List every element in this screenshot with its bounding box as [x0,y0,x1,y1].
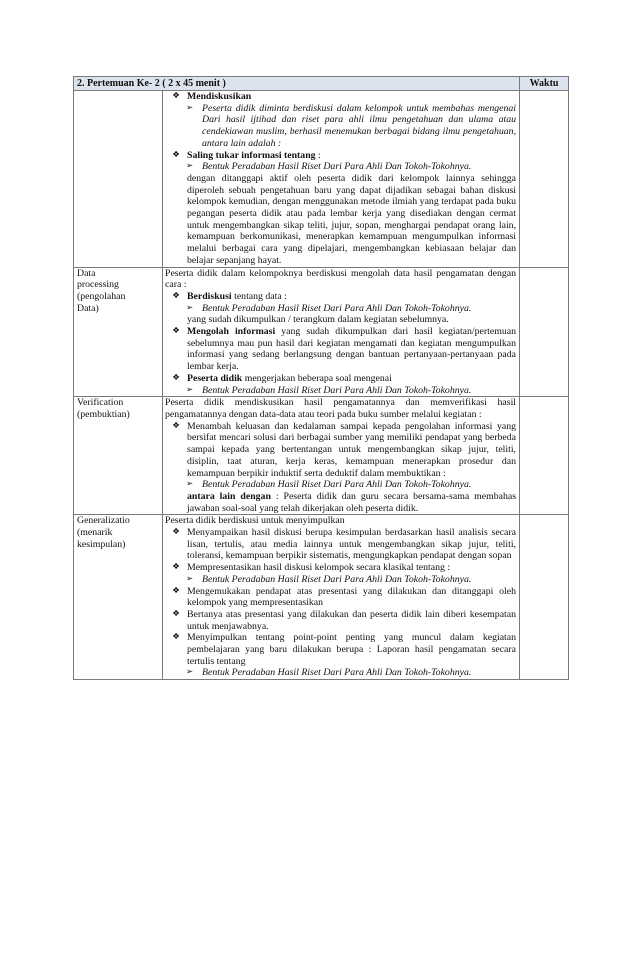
arrow-bullet-icon: ➢ [185,302,194,313]
time-cell [520,91,569,268]
sub-bullet-text: Bentuk Peradaban Hasil Riset Dari Para Ahli Dan Tokoh-Tokohnya. [202,302,472,314]
intro-text: Peserta didik dalam kelompoknya berdiskusi mengolah data hasil pengamatan dengan cara : [165,267,517,291]
bullet-bold-text: Saling tukar informasi tentang [187,149,316,161]
phase-label: (pengolahan [77,290,126,302]
diamond-bullet-icon: ❖ [172,149,180,160]
activity-cell [163,267,520,397]
table-row [74,515,569,680]
time-cell [520,267,569,397]
bullet-text: Mengemukakan pendapat atas presentasi yang dilakukan dan ditanggapi oleh kelompok yang mempresentasikan [187,585,517,609]
sub-bullet-text: Peserta didik diminta berdiskusi dalam kelompok untuk membahas mengenai Dari hasil ijtihad dan riset para ahli ilmu pengetahuan dan ulama atau cendekiawan muslim, berhasil menemukan berbagai bidang ilmu pengetahuan, antara lain adalah : [202,102,517,149]
diamond-bullet-icon: ❖ [172,91,180,101]
intro-text: Peserta didik berdiskusi untuk menyimpulkan [165,515,345,527]
bullet-text: Mempresentasikan hasil diskusi kelompok secara klasikal tentang : [187,562,451,574]
sub-bullet-text: Bentuk Peradaban Hasil Riset Dari Para Ahli Dan Tokoh-Tokohnya. [202,479,472,491]
activity-cell [163,515,520,680]
table-header-row [74,77,569,91]
diamond-bullet-icon: ❖ [172,585,180,596]
time-cell [520,397,569,515]
diamond-bullet-icon: ❖ [172,420,180,431]
diamond-bullet-icon: ❖ [172,562,180,573]
paragraph-text: : Peserta didik dan guru secara bersama-sama membahas jawaban soal-soal yang telah dikerjakan oleh peserta didik. [187,490,517,514]
phase-label: processing [77,279,119,291]
arrow-bullet-icon: ➢ [185,573,194,584]
bullet-bold-text: Peserta didik [187,372,243,384]
phase-cell [74,91,163,268]
arrow-bullet-icon: ➢ [185,384,194,395]
diamond-bullet-icon: ❖ [172,632,180,643]
arrow-bullet-icon: ➢ [185,161,194,172]
phase-cell [74,515,163,680]
sub-bullet-text: Bentuk Peradaban Hasil Riset Dari Para Ahli Dan Tokoh-Tokohnya. [202,161,472,173]
diamond-bullet-icon: ❖ [172,527,180,538]
time-column-header: Waktu [520,77,569,91]
table-row [74,91,569,268]
sub-bullet-text: Bentuk Peradaban Hasil Riset Dari Para Ahli Dan Tokoh-Tokohnya. [202,667,472,679]
sub-bullet-text: Bentuk Peradaban Hasil Riset Dari Para Ahli Dan Tokoh-Tokohnya. [202,384,472,396]
bullet-text: Menyampaikan hasil diskusi berupa kesimpulan berdasarkan hasil analisis secara lisan, tertulis, atau media lainnya untuk mengembangkan sikap jujur, teliti, toleransi, kemampuan berpikir sistematis, mengungkapkan pendapat dengan sopan [187,527,517,562]
intro-text: Peserta didik mendiskusikan hasil pengamatannya dan memverifikasi hasil pengamatannya dengan data-data atau teori pada buku sumber melalui kegiatan : [165,397,517,420]
bullet-text: mengerjakan beberapa soal mengenai [242,372,392,384]
diamond-bullet-icon: ❖ [172,372,180,383]
bullet-text: Mendiskusikan [187,91,252,102]
phase-label: Verification [77,397,124,409]
diamond-bullet-icon: ❖ [172,290,180,301]
bullet-text: : [315,149,321,161]
arrow-bullet-icon: ➢ [185,102,194,113]
bullet-bold-text: Mengolah informasi [187,326,276,338]
phase-label: kesimpulan) [77,538,126,550]
paragraph-bold-text: antara lain dengan [187,490,271,502]
table-row [74,267,569,397]
sub-bullet-text: Bentuk Peradaban Hasil Riset Dari Para Ahli Dan Tokoh-Tokohnya. [202,573,472,585]
phase-label: (menarik [77,527,113,539]
bullet-text: yang sudah dikumpulkan dari hasil kegiatan/pertemuan sebelumnya mau pun hasil dari kegiatan mengamati dan kegiatan mengumpulkan informasi yang sedang berlangsung dengan bantuan pertanyaan-pertanyaan pada lembar kerja. [187,326,517,373]
bullet-text: tentang data : [231,290,287,302]
diamond-bullet-icon: ❖ [172,608,180,619]
phase-cell [74,267,163,397]
bullet-text: Menyimpulkan tentang point-point penting yang muncul dalam kegiatan pembelajaran yang baru dilakukan berupa : Laporan hasil pengamatan secara tertulis tentang [187,632,517,667]
bullet-bold-text: Berdiskusi [187,290,232,302]
paragraph-text: yang sudah dikumpulkan / terangkum dalam kegiatan sebelumnya. [187,314,449,326]
diamond-bullet-icon: ❖ [172,326,180,337]
phase-label: Data) [77,302,99,314]
phase-cell [74,397,163,515]
paragraph-text: dengan ditanggapi aktif oleh peserta didik dari kelompok lainnya sehingga diperoleh sebuah pengetahuan baru yang dapat dijadikan sebagai bahan diskusi kelompok kemudian, dengan menggunakan metode ilmiah yang terdapat pada buku pegangan peserta didik atau pada lembar kerja yang disediakan dengan cermat untuk mengembangkan sikap teliti, jujur, sopan, menghargai pendapat orang lain, kemampuan berkomunikasi, menerapkan kemampuan mengumpulkan informasi melalui berbagai cara yang dipelajari, mengembangkan kebiasaan belajar dan belajar sepanjang hayat. [187,172,517,266]
phase-label: Data [77,267,96,279]
arrow-bullet-icon: ➢ [185,667,194,678]
meeting-title: 2. Pertemuan Ke- 2 ( 2 x 45 menit ) [74,77,520,91]
phase-label: (pembuktian) [77,408,130,420]
activity-cell [163,91,520,268]
activity-cell [163,397,520,515]
table-row [74,397,569,515]
bullet-text: Menambah keluasan dan kedalaman sampai kepada pengolahan informasi yang bersifat mencari solusi dari berbagai sumber yang memiliki pendapat yang berbeda sampai kepada yang bertentangan untuk mengembangkan sikap jujur, teliti, disiplin, taat aturan, kerja keras, kemampuan menerapkan prosedur dan kemampuan berpikir induktif serta deduktif dalam membuktikan : [187,420,517,479]
time-cell [520,515,569,680]
bullet-text: Bertanya atas presentasi yang dilakukan dan peserta didik lain diberi kesempatan untuk menjawabnya. [187,608,517,632]
phase-label: Generalizatio [77,515,130,527]
lesson-plan-table [73,76,569,680]
arrow-bullet-icon: ➢ [185,479,194,490]
